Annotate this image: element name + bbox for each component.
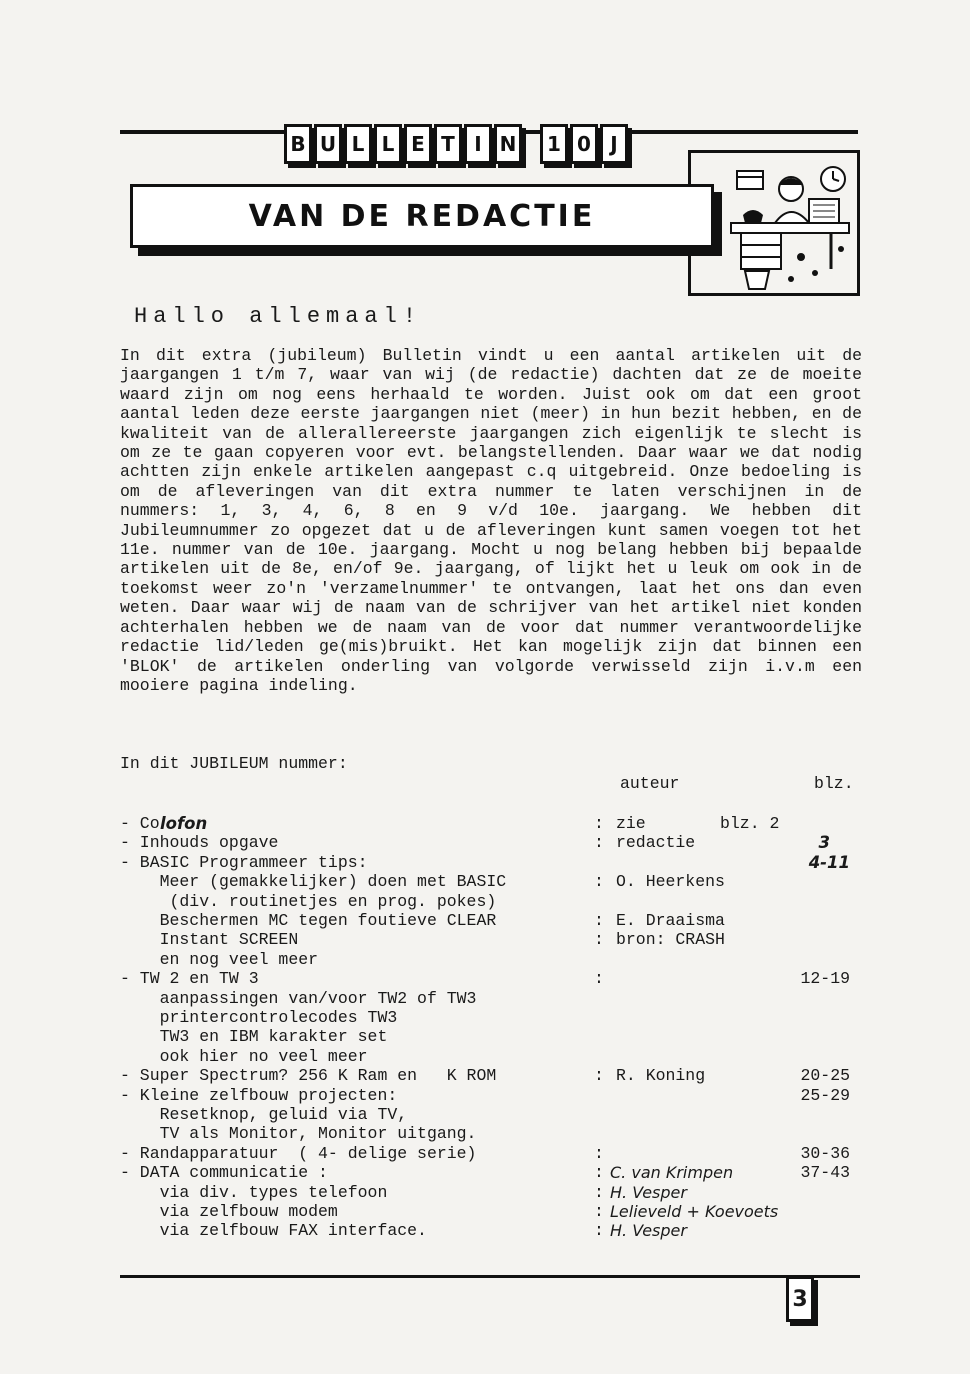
toc-entry-pages: 37-43 [800,1163,850,1183]
toc-entry-author: zie [616,814,646,833]
toc-entry-pages: 20-25 [800,1066,850,1086]
title-letter-tile: 1 [540,124,568,164]
toc-colon: : [594,872,604,892]
toc-colon: : [594,911,604,930]
toc-entry-author: O. Heerkens [616,872,725,892]
title-letter-tile: 0 [570,124,598,164]
toc-entry-author: Lelieveld + Koevoets [610,1202,779,1221]
toc-entry-author: H. Vesper [610,1182,687,1202]
title-letter-tile: T [434,124,462,164]
title-letter-tile: N [494,124,522,164]
toc-entry-title: aanpassingen van/voor TW2 of TW3 [120,988,477,1008]
toc-entry-author: C. van Krimpen [610,1163,734,1183]
toc-entry-title: - Inhouds opgave [120,833,279,853]
toc-colon: : [594,1066,604,1086]
toc-colon: : [594,930,604,950]
toc-entry-pages: 3 [818,833,830,853]
section-title: VAN DE REDACTIE [248,198,596,234]
toc-colon: : [594,1221,604,1241]
toc-colon: : [594,814,604,833]
toc-entry-title: - BASIC Programmeer tips: [120,852,368,872]
toc-entry-title: Resetknop, geluid via TV, [120,1105,408,1124]
title-letter-tile: E [404,124,432,164]
toc-entry-title: Beschermen MC tegen foutieve CLEAR [120,911,497,930]
toc-colon: : [594,1143,604,1163]
title-letter-tile: L [344,124,372,164]
toc-entry-title: Meer (gemakkelijker) doen met BASIC [120,872,507,892]
toc-entry-title: - Super Spectrum? 256 K Ram en K ROM [120,1066,497,1086]
toc-colon: : [594,1163,604,1183]
toc-entry-title: TV als Monitor, Monitor uitgang. [120,1124,477,1144]
page-number: 3 [786,1276,814,1322]
toc-entry-title: via zelfbouw modem [120,1202,338,1221]
toc-entry-author: E. Draaisma [616,911,725,930]
bulletin-title [284,124,628,164]
toc-colon: : [594,1202,604,1221]
toc-column-pages: blz. [814,774,854,793]
toc-entry-author-extra: blz. 2 [720,814,780,833]
toc-entry-title: - DATA communicatie : [120,1163,328,1183]
toc-entry-title: printercontrolecodes TW3 [120,1008,398,1027]
toc-entry-title: - Kleine zelfbouw projecten: [120,1085,398,1105]
toc-entry-title: ook hier no veel meer [120,1046,368,1066]
title-letter-tile: L [374,124,402,164]
toc-entry-pages: 4-11 [808,852,850,872]
toc-entry-pages: 12-19 [800,969,850,989]
toc-entry-title: via div. types telefoon [120,1182,388,1202]
toc-entry-title: - Co [120,814,160,833]
toc-colon: : [594,1182,604,1202]
toc-entry-title: - Randapparatuur ( 4- delige serie) [120,1143,477,1163]
toc-heading: In dit JUBILEUM nummer: [120,754,348,773]
toc-entry-author: H. Vesper [610,1221,687,1241]
title-spacer [524,124,538,164]
toc-entry-author: R. Koning [616,1066,706,1086]
toc-entry-title: TW3 en IBM karakter set [120,1027,388,1047]
editor-at-desk-icon [691,153,857,293]
toc-entry-author: bron: CRASH [616,930,725,950]
toc-entry-title: Instant SCREEN [120,930,299,950]
toc-entry-title: (div. routinetjes en prog. pokes) [120,891,497,911]
intro-paragraph: In dit extra (jubileum) Bulletin vindt u een aantal artikelen uit de jaargangen 1 t/m 7, waar van wij (de redactie) dachten dat ze de moeite waard zijn om nog eens herhaald te worden. Juist ook om dat een groot aantal leden deze eerste jaargangen niet (meer) in hun bezit hebben, en de kwaliteit van de allerallereerste jaargangen zich eigenlijk te slecht is om ze te gaan copyeren voor evt. belangstellenden. Daar waar we dat nodig achtten zijn enkele artikelen aangepast c.q uitgebreid. Onze bedoeling is om de afleveringen van dit extra nummer te laten verschijnen in de nummers: 1, 3, 4, 6, 8 en 9 v/d 10e. jaargang. We hebben dit Jubileumnummer zo opgezet dat u de afleveringen kunt samen voegen tot het 11e. nummer van de 10e. jaargang. Mocht u nog belang hebben bij bepaalde artikelen uit de 8e, en/of 9e. jaargang, of lijkt het u leuk om ook in de toekomst weer zo'n 'verzamelnummer' te ontvangen, laat het ons dan even weten. Daar waar wij de naam van de schrijver van het artikel niet konden achterhalen hebben we de naam van de voor dat nummer verantwoordelijke redactie lid/leden ge(mis)bruikt. Het kan mogelijk zijn dat binnen een 'BLOK' de artikelen onderling van volgorde verwisseld zijn i.v.m een mooiere pagina indeling. [120,346,862,695]
greeting: Hallo allemaal! [134,304,423,329]
toc-colon: : [594,969,604,989]
title-letter-tile: U [314,124,342,164]
toc-entry-title-handwritten: lofon [160,814,208,833]
toc-entry-pages: 30-36 [800,1143,850,1163]
toc-entry-title: en nog veel meer [120,949,319,969]
title-letter-tile: I [464,124,492,164]
toc-colon: : [594,833,604,853]
toc-entry-author: redactie [616,833,696,853]
toc-column-author: auteur [620,774,680,793]
section-title-box [130,184,714,248]
toc-entry-title: via zelfbouw FAX interface. [120,1221,427,1241]
title-letter-tile: J [600,124,628,164]
toc-entry-pages: 25-29 [800,1085,850,1105]
title-letter-tile: B [284,124,312,164]
bottom-rule [120,1275,860,1278]
toc-entry-title: - TW 2 en TW 3 [120,969,259,989]
